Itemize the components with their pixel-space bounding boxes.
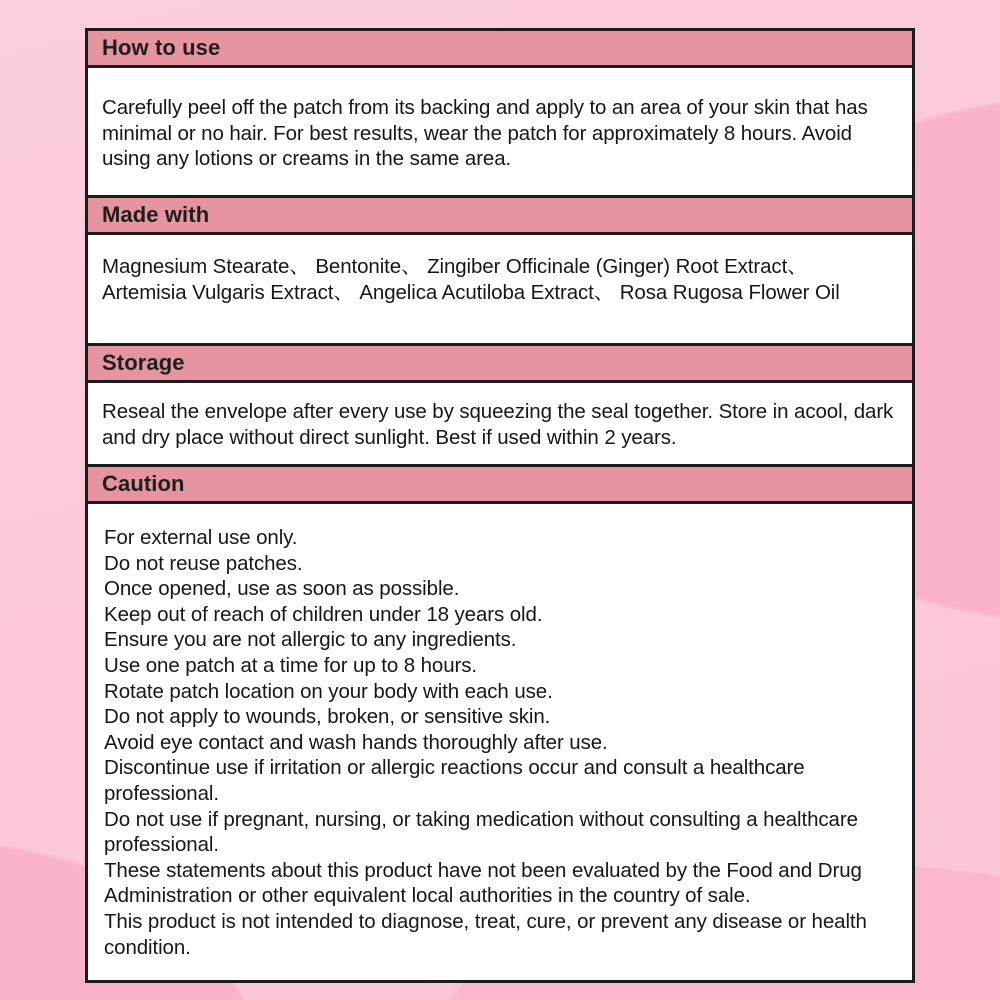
- section-header-made-with: [85, 195, 915, 235]
- caution-line: For external use only.: [104, 526, 298, 549]
- section-title-storage: Storage: [102, 350, 185, 375]
- caution-line: Use one patch at a time for up to 8 hours.: [104, 653, 477, 677]
- caution-line: Do not apply to wounds, broken, or sensitive skin.: [104, 705, 551, 729]
- storage-text: Reseal the envelope after every use by squeezing the seal together. Store in acool, dark and dry place without direct sunlight. Best if used within 2 years.: [102, 400, 894, 449]
- how-to-use-text: Carefully peel off the patch from its backing and apply to an area of your skin that has minimal or no hair. For best results, wear the patch for approximately 8 hours. Avoid using any lotions or creams in the same area.: [102, 96, 868, 171]
- caution-line: Do not use if pregnant, nursing, or taking medication without consulting a healthcare professional.: [104, 807, 858, 857]
- section-header-storage: [85, 343, 915, 383]
- caution-line: Ensure you are not allergic to any ingredients.: [104, 628, 517, 652]
- section-title-how-to-use: How to use: [102, 35, 221, 60]
- section-body-caution: [85, 501, 915, 983]
- caution-line: These statements about this product have not been evaluated by the Food and Drug Administration or other equivalent local authorities in the country of sale.: [104, 858, 862, 908]
- section-header-how-to-use: [85, 28, 915, 68]
- section-title-made-with: Made with: [102, 202, 210, 227]
- caution-line: Rotate patch location on your body with each use.: [104, 679, 553, 703]
- section-body-storage: [85, 380, 915, 467]
- caution-line: Keep out of reach of children under 18 years old.: [104, 602, 543, 626]
- caution-line: Do not reuse patches.: [104, 551, 303, 575]
- section-header-caution: [85, 464, 915, 504]
- section-title-caution: Caution: [102, 471, 185, 496]
- caution-line: Avoid eye contact and wash hands thoroughly after use.: [104, 730, 608, 754]
- product-info-panel: [85, 28, 915, 983]
- ingredients-text: Magnesium Stearate、 Bentonite、 Zingiber Officinale (Ginger) Root Extract、 Artemisia Vulgaris Extract、 Angelica Acutiloba Extract、 Rosa Rugosa Flower Oil: [102, 255, 840, 304]
- caution-line: Discontinue use if irritation or allergic reactions occur and consult a healthcare professional.: [104, 756, 805, 805]
- caution-line: Once opened, use as soon as possible.: [104, 577, 460, 601]
- section-body-how-to-use: [85, 65, 915, 198]
- caution-line: This product is not intended to diagnose, treat, cure, or prevent any disease or health condition.: [104, 909, 867, 959]
- section-body-made-with: [85, 232, 915, 346]
